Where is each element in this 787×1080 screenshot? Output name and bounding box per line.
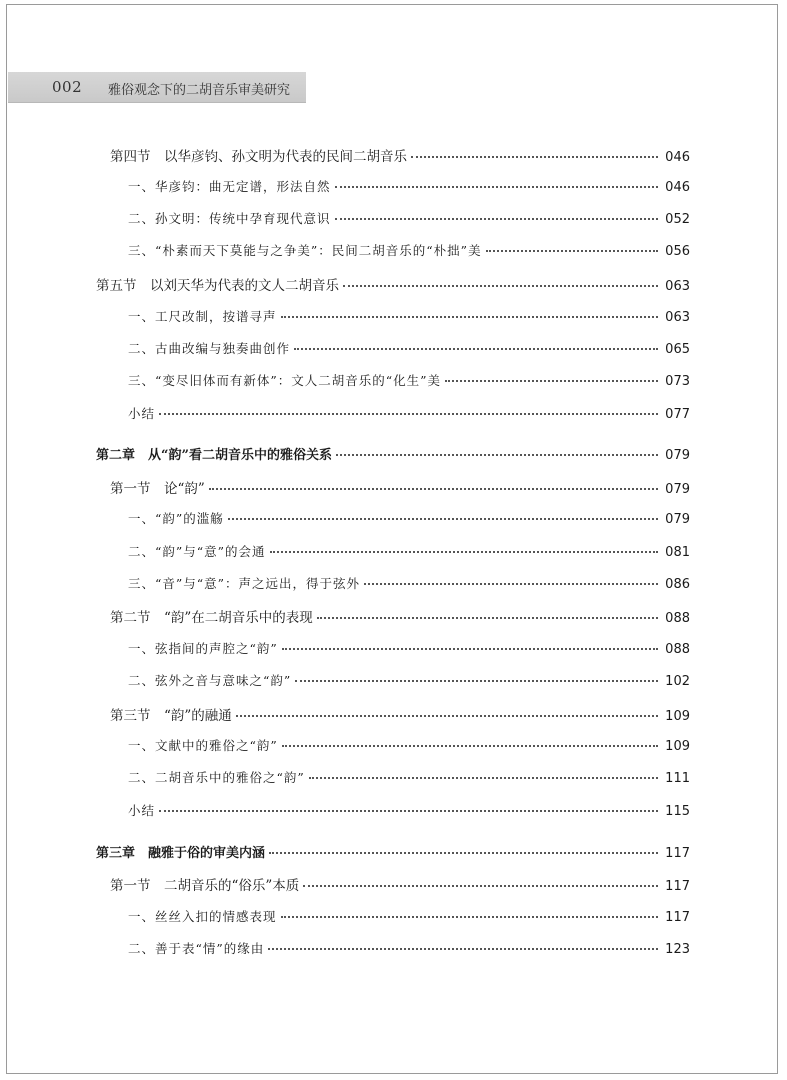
toc-entry-page: 088 <box>665 611 690 626</box>
toc-entry-label: 小结 <box>128 406 156 421</box>
toc-entry[interactable] <box>128 542 690 564</box>
dot-leader <box>268 948 658 950</box>
toc-entry-page: 081 <box>665 545 690 560</box>
toc-entry-label: 第二章 从“韵”看二胡音乐中的雅俗关系 <box>96 448 332 463</box>
toc-entry-page: 077 <box>665 407 690 422</box>
toc-entry[interactable] <box>128 939 690 961</box>
toc-entry[interactable] <box>128 509 690 531</box>
toc-entry-page: 073 <box>665 374 690 389</box>
toc-entry-label: 二、善于表“情”的缘由 <box>128 941 265 956</box>
toc-entry-page: 046 <box>665 150 690 165</box>
dot-leader <box>343 285 658 287</box>
dot-leader <box>295 680 658 682</box>
toc-entry-page: 079 <box>665 448 690 463</box>
toc-entry[interactable] <box>110 606 690 628</box>
toc-entry[interactable] <box>110 477 690 499</box>
toc-entry-label: 一、弦指间的声腔之“韵” <box>128 641 278 656</box>
toc-entry-page: 109 <box>665 709 690 724</box>
dot-leader <box>228 518 658 520</box>
toc-entry[interactable] <box>110 874 690 896</box>
toc-entry-page: 117 <box>665 910 690 925</box>
dot-leader <box>270 551 658 553</box>
dot-leader <box>209 488 658 490</box>
dot-leader <box>281 316 658 318</box>
toc-entry-page: 111 <box>665 771 690 786</box>
toc-entry-label: 第四节 以华彦钧、孙文明为代表的民间二胡音乐 <box>110 149 407 165</box>
dot-leader <box>445 380 658 382</box>
toc-entry[interactable] <box>96 444 690 466</box>
toc-entry[interactable] <box>110 704 690 726</box>
toc-entry[interactable] <box>128 671 690 693</box>
toc-entry-page: 123 <box>665 942 690 957</box>
dot-leader <box>336 454 658 456</box>
toc-entry[interactable] <box>128 801 690 823</box>
toc-entry[interactable] <box>128 404 690 426</box>
dot-leader <box>364 583 658 585</box>
toc-entry[interactable] <box>128 768 690 790</box>
dot-leader <box>282 745 658 747</box>
toc-entry[interactable] <box>110 145 690 167</box>
toc-entry[interactable] <box>96 274 690 296</box>
toc-entry[interactable] <box>128 307 690 329</box>
toc-entry[interactable] <box>128 339 690 361</box>
toc-entry-label: 小结 <box>128 803 156 818</box>
dot-leader <box>269 852 658 854</box>
dot-leader <box>335 218 658 220</box>
toc-entry[interactable] <box>128 209 690 231</box>
dot-leader <box>303 885 658 887</box>
toc-entry-page: 102 <box>665 674 690 689</box>
page-number: 002 <box>52 78 83 96</box>
toc-entry-page: 046 <box>665 180 690 195</box>
dot-leader <box>282 648 658 650</box>
toc-entry-label: 三、“变尽旧体而有新体”：文人二胡音乐的“化生”美 <box>128 373 442 388</box>
dot-leader <box>281 916 658 918</box>
toc-entry-label: 一、工尺改制，按谱寻声 <box>128 309 277 324</box>
toc-entry-page: 063 <box>665 310 690 325</box>
toc-entry[interactable] <box>128 736 690 758</box>
dot-leader <box>486 250 658 252</box>
toc-entry-label: 第三章 融雅于俗的审美内涵 <box>96 846 266 861</box>
toc-entry-page: 088 <box>665 642 690 657</box>
toc-entry-label: 第五节 以刘天华为代表的文人二胡音乐 <box>96 278 339 294</box>
toc-entry[interactable] <box>128 907 690 929</box>
toc-entry-label: 二、弦外之音与意味之“韵” <box>128 673 292 688</box>
toc-entry-page: 117 <box>665 846 690 861</box>
toc-entry-page: 079 <box>665 512 690 527</box>
toc-entry-label: 三、“音”与“意”：声之远出，得于弦外 <box>128 576 361 591</box>
toc-entry[interactable] <box>128 574 690 596</box>
toc-entry-page: 086 <box>665 577 690 592</box>
toc-entry-label: 一、“韵”的滥觞 <box>128 511 224 526</box>
toc-entry[interactable] <box>128 639 690 661</box>
dot-leader <box>411 156 658 158</box>
toc-entry-label: 二、二胡音乐中的雅俗之“韵” <box>128 770 305 785</box>
toc-entry[interactable] <box>128 177 690 199</box>
toc-entry-label: 一、华彦钧：曲无定谱，形法自然 <box>128 179 331 194</box>
toc-entry-label: 二、古曲改编与独奏曲创作 <box>128 341 291 356</box>
toc-entry-page: 117 <box>665 879 690 894</box>
toc-entry-label: 一、文献中的雅俗之“韵” <box>128 738 278 753</box>
toc-entry-page: 115 <box>665 804 690 819</box>
dot-leader <box>236 715 658 717</box>
dot-leader <box>309 777 658 779</box>
toc-entry-label: 二、“韵”与“意”的会通 <box>128 544 266 559</box>
toc-entry-page: 065 <box>665 342 690 357</box>
toc-entry[interactable] <box>128 371 690 393</box>
toc-entry-page: 052 <box>665 212 690 227</box>
toc-entry-label: 第三节 “韵”的融通 <box>110 708 232 724</box>
toc-entry[interactable] <box>96 842 690 864</box>
dot-leader <box>294 348 658 350</box>
dot-leader <box>159 810 658 812</box>
toc-entry-label: 三、“朴素而天下莫能与之争美”：民间二胡音乐的“朴拙”美 <box>128 243 482 258</box>
toc-entry-label: 二、孙文明：传统中孕育现代意识 <box>128 211 331 226</box>
toc-entry-label: 第二节 “韵”在二胡音乐中的表现 <box>110 610 313 626</box>
dot-leader <box>159 413 658 415</box>
toc-entry-page: 056 <box>665 244 690 259</box>
toc-entry-label: 第一节 论“韵” <box>110 481 205 497</box>
dot-leader <box>335 186 658 188</box>
dot-leader <box>317 617 658 619</box>
toc-entry-label: 第一节 二胡音乐的“俗乐”本质 <box>110 878 300 894</box>
toc-entry-page: 079 <box>665 482 690 497</box>
toc-entry[interactable] <box>128 241 690 263</box>
toc-entry-page: 109 <box>665 739 690 754</box>
toc-entry-page: 063 <box>665 279 690 294</box>
running-header-title: 雅俗观念下的二胡音乐审美研究 <box>108 83 291 98</box>
toc-entry-label: 一、丝丝入扣的情感表现 <box>128 909 277 924</box>
